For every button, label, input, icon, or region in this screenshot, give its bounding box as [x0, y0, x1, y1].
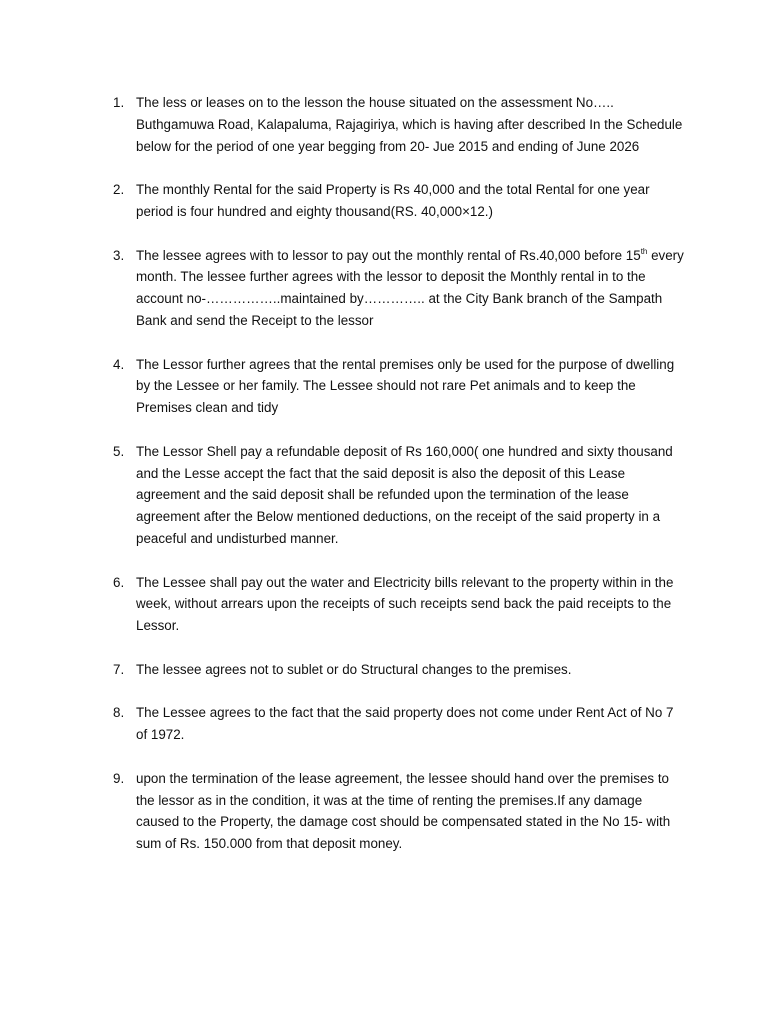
clause-text: The Lessor further agrees that the rental premises only be used for the purpose of dwelling by the Lessee or her family. The Lessee should not rare Pet animals and to keep the Premises clean and tidy — [136, 356, 675, 416]
clause-number: 6. — [113, 574, 125, 590]
lease-clause-2 — [106, 179, 686, 223]
clause-text-before-superscript: The lessee agrees with to lessor to pay out the monthly rental of Rs.40,000 before 15 — [136, 247, 641, 263]
clause-text: upon the termination of the lease agreement, the lessee should hand over the premises to the lessor as in the condition, it was at the time of renting the premises.If any damage caused to the Property, the damage cost should be compensated stated in the No 15- with sum of Rs. 150.000 from that deposit money. — [136, 770, 671, 852]
clause-number: 1. — [113, 95, 125, 110]
clause-text: The Lessee shall pay out the water and Electricity bills relevant to the property within in the week, without arrears upon the receipts of such receipts send back the paid receipts to the Lessor. — [136, 574, 674, 634]
lease-clause-6 — [106, 572, 686, 637]
lease-clause-9 — [106, 768, 686, 855]
clause-number: 7. — [113, 661, 125, 677]
clause-number: 8. — [113, 705, 125, 721]
clause-number: 2. — [113, 182, 125, 198]
lease-clause-5 — [106, 441, 686, 550]
clause-text-after-superscript: every month. The lessee further agrees with the lessor to deposit the Monthly rental in to the account no-……………..maintained by………….. at the City Bank branch of the Sampath Bank and send the Receipt to the lessor — [136, 247, 684, 328]
clause-number: 9. — [113, 770, 125, 786]
clause-text — [136, 245, 686, 332]
lease-clause-4 — [106, 354, 686, 419]
clause-text: The Lessee agrees to the fact that the said property does not come under Rent Act of No 7 of 1972. — [136, 705, 674, 743]
clause-number: 5. — [113, 443, 125, 459]
clause-text: The monthly Rental for the said Property is Rs 40,000 and the total Rental for one year period is four hundred and eighty thousand(RS. 40,000×12.) — [136, 182, 650, 219]
ordinal-superscript: th — [640, 246, 648, 256]
clause-text: The lessee agrees not to sublet or do Structural changes to the premises. — [136, 661, 572, 677]
clause-text: The Lessor Shell pay a refundable deposit of Rs 160,000( one hundred and sixty thousand and the Lesse accept the fact that the said deposit is also the deposit of this Lease agreement and the said deposit shall be refunded upon the termination of the lease agreement after the Below mentioned deductions, on the receipt of the said property in a peaceful and undisturbed manner. — [136, 443, 673, 546]
lease-clause-list — [106, 92, 686, 877]
clause-text: The less or leases on to the lesson the house situated on the assessment No….. Buthgamuwa Road, Kalapaluma, Rajagiriya, which is having after described In the Schedule below for the period of one year begging from 20- Jue 2015 and ending of June 2026 — [136, 95, 683, 154]
lease-clause-3 — [106, 245, 686, 332]
lease-clause-1 — [106, 92, 686, 157]
lease-clause-7 — [106, 659, 686, 681]
lease-clause-8 — [106, 702, 686, 746]
clause-number: 4. — [113, 356, 125, 372]
clause-number: 3. — [113, 247, 125, 263]
